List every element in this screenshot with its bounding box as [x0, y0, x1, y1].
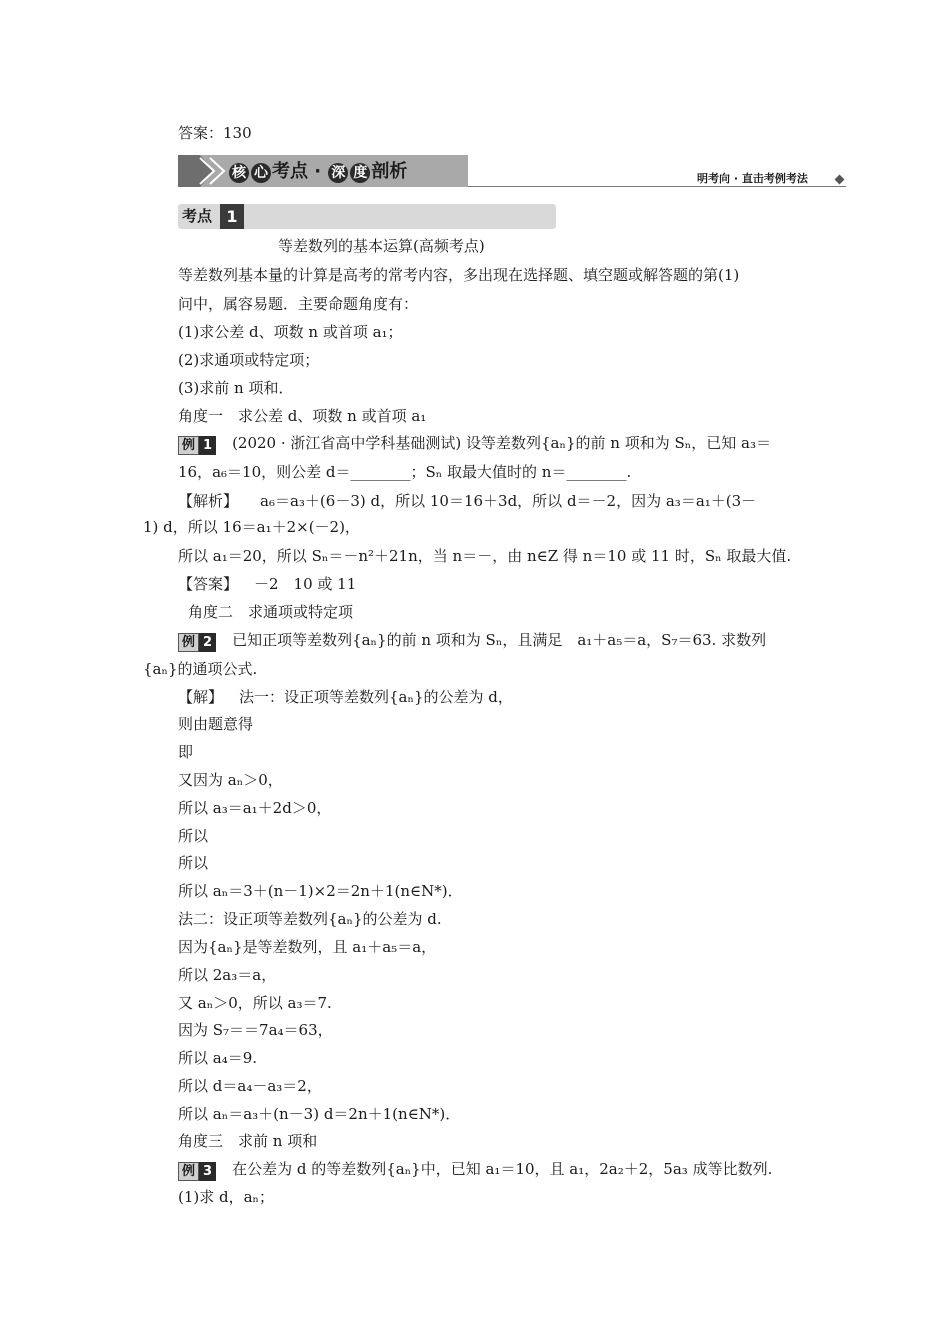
solution-step: 法二：设正项等差数列{aₙ}的公差为 d.	[178, 910, 442, 928]
solution-label: 【解】	[178, 688, 224, 706]
angle-heading: 角度二 求通项或特定项	[188, 603, 354, 621]
solution-step: 因为{aₙ}是等差数列，且 a₁＋a₅＝a，	[178, 938, 437, 956]
diamond-icon	[835, 175, 845, 185]
solution-step: 则由题意得	[178, 715, 254, 733]
banner-circle-char: 心	[251, 163, 271, 183]
analysis-label: 【解析】	[178, 492, 239, 510]
intro-line: 问中，属容易题．主要命题角度有：	[178, 295, 419, 313]
analysis-line: 1) d，所以 16＝a₁＋2×(－2)，	[143, 518, 360, 536]
analysis-line: 所以 a₁＝20，所以 Sₙ＝－n²＋21n，当 n＝－，由 n∈Z 得 n＝10 或 11 时，Sₙ 取最大值.	[178, 547, 792, 565]
intro-line: 等差数列基本量的计算是高考的常考内容，多出现在选择题、填空题或解答题的第(1)	[178, 266, 740, 284]
example-2-line: 例 2 已知正项等差数列{aₙ}的前 n 项和为 Sₙ，且满足 a₁＋a₅＝a，S₇＝63. 求数列	[178, 630, 766, 652]
solution-step: 所以 aₙ＝3＋(n－1)×2＝2n＋1(n∈N*)．	[178, 882, 463, 900]
banner-circle-char: 核	[229, 163, 249, 183]
example-badge: 例 2	[178, 631, 216, 652]
solution-step: 所以 a₄＝9.	[178, 1049, 258, 1067]
example-1-line: 16，a₆＝10，则公差 d＝________；Sₙ 取最大值时的 n＝________.	[178, 463, 632, 481]
angle-heading: 角度三 求前 n 项和	[178, 1132, 318, 1150]
solution-step: 即	[178, 743, 194, 761]
banner-title: 核 心 考点 · 深 度 剖析	[228, 159, 407, 185]
intro-item: (1)求公差 d、项数 n 或首项 a₁；	[178, 323, 403, 341]
question-line: (1)求 d，aₙ；	[178, 1188, 275, 1206]
solution-step: 所以 2a₃＝a，	[178, 966, 277, 984]
example-2-line: {aₙ}的通项公式.	[143, 660, 258, 678]
solution-step: 又 aₙ＞0，所以 a₃＝7.	[178, 994, 332, 1012]
solution-step: 因为 S₇＝＝7a₄＝63，	[178, 1021, 333, 1039]
intro-item: (2)求通项或特定项；	[178, 351, 320, 369]
solution-step: 又因为 aₙ＞0，	[178, 771, 283, 789]
example-badge: 例 1	[178, 434, 216, 455]
example-1-line: 例 1 (2020 · 浙江省高中学科基础测试) 设等差数列{aₙ}的前 n 项和为 Sₙ，已知 a₃＝	[178, 433, 771, 455]
answer-line: 【答案】 －2 10 或 11	[178, 575, 357, 593]
topic-number: 1	[220, 204, 244, 229]
intro-item: (3)求前 n 项和．	[178, 379, 294, 397]
previous-answer: 答案：130	[178, 124, 252, 142]
angle-heading: 角度一 求公差 d、项数 n 或首项 a₁	[178, 407, 427, 425]
example-badge: 例 3	[178, 1160, 216, 1181]
header-right-label: 明考向 · 直击考例考法	[697, 172, 808, 185]
solution-step: 所以	[178, 827, 209, 845]
banner-circle-char: 深	[328, 163, 348, 183]
solution-line: 【解】 法一：设正项等差数列{aₙ}的公差为 d，	[178, 688, 513, 706]
example-3-line: 例 3 在公差为 d 的等差数列{aₙ}中，已知 a₁＝10，且 a₁，2a₂＋2，5a₃ 成等比数列.	[178, 1159, 772, 1181]
header-rule	[468, 186, 846, 187]
solution-step: 所以 aₙ＝a₃＋(n－3) d＝2n＋1(n∈N*)．	[178, 1105, 461, 1123]
solution-step: 所以	[178, 854, 209, 872]
banner-circle-char: 度	[350, 163, 370, 183]
solution-step: 所以 d＝a₄－a₃＝2，	[178, 1077, 322, 1095]
analysis-line: 【解析】 a₆＝a₃＋(6－3) d，所以 10＝16＋3d，所以 d＝－2，因为 a₃＝a₁＋(3－	[178, 492, 757, 510]
solution-step: 所以 a₃＝a₁＋2d＞0，	[178, 799, 332, 817]
section-title: 等差数列的基本运算(高频考点)	[278, 237, 485, 255]
topic-label: 考点	[182, 207, 213, 225]
answer-label: 【答案】	[178, 575, 239, 593]
